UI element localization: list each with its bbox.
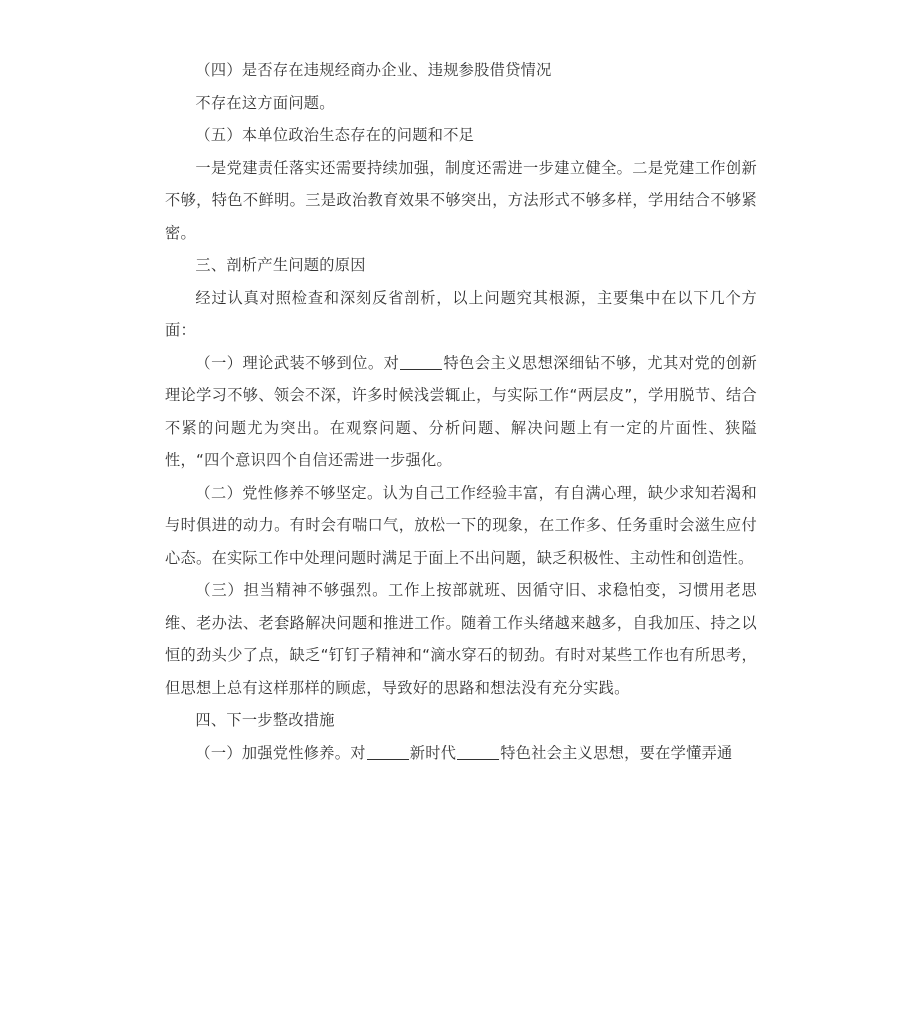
cause-one-lead: （一）理论武装不够到位。对 (195, 353, 400, 372)
section-heading-four: 四、下一步整改措施 (195, 711, 335, 729)
cause-three-paragraph: （三）担当精神不够强烈。工作上按部就班、因循守旧、求稳怕变，习惯用老思维、老办法、老套路解决问题和推进工作。随着工作头绪越来越多，自我加压、持之以恒的劲头少了点，缺乏“钉钉子精神和“滴水穿石的韧劲。有时对某些工作也有所思考，但思想上总有这样那样的顾虑，导致好的思路和想法没有充分实践。 (165, 581, 757, 697)
intro-paragraph-three: 经过认真对照检查和深刻反省剖析，以上问题究其根源，主要集中在以下几个方面： (165, 288, 757, 339)
fill-blank (457, 743, 499, 760)
cause-one-paragraph (165, 347, 757, 477)
section-heading-three: 三、剖析产生问题的原因 (195, 256, 366, 274)
answer-four: 不存在这方面问题。 (195, 93, 335, 112)
measure-one-lead: （一）加强党性修养。对 (195, 743, 366, 762)
fill-blank (367, 743, 409, 760)
fill-blank (400, 353, 442, 370)
cause-two-paragraph: （二）党性修养不够坚定。认为自己工作经验丰富，有自满心理，缺少求知若渴和与时俱进的动力。有时会有喘口气，放松一下的现象，在工作多、任务重时会滋生应付心态。在实际工作中处理问题时满足于面上不出问题，缺乏积极性、主动性和创造性。 (165, 483, 757, 567)
subheading-five: （五）本单位政治生态存在的问题和不足 (195, 126, 475, 144)
body-paragraph-five: 一是党建责任落实还需要持续加强，制度还需进一步建立健全。二是党建工作创新不够，特色不鲜明。三是政治教育效果不够突出，方法形式不够多样，学用结合不够紧密。 (165, 158, 757, 242)
measure-one-paragraph (165, 737, 757, 770)
document-page (165, 54, 757, 769)
cause-one-body: 特色会主义思想深细钻不够，尤其对党的创新理论学习不够、领会不深，许多时候浅尝辄止，与实际工作“两层皮”，学用脱节、结合不紧的问题尤为突出。在观察问题、分析问题、解决问题上有一定的片面性、狭隘性，“四个意识四个自信还需进一步强化。 (165, 353, 757, 469)
subheading-four: （四）是否存在违规经商办企业、违规参股借贷情况 (195, 61, 552, 79)
measure-one-mid: 新时代 (409, 743, 457, 762)
measure-one-tail: 特色社会主义思想，要在学懂弄通 (500, 743, 733, 762)
